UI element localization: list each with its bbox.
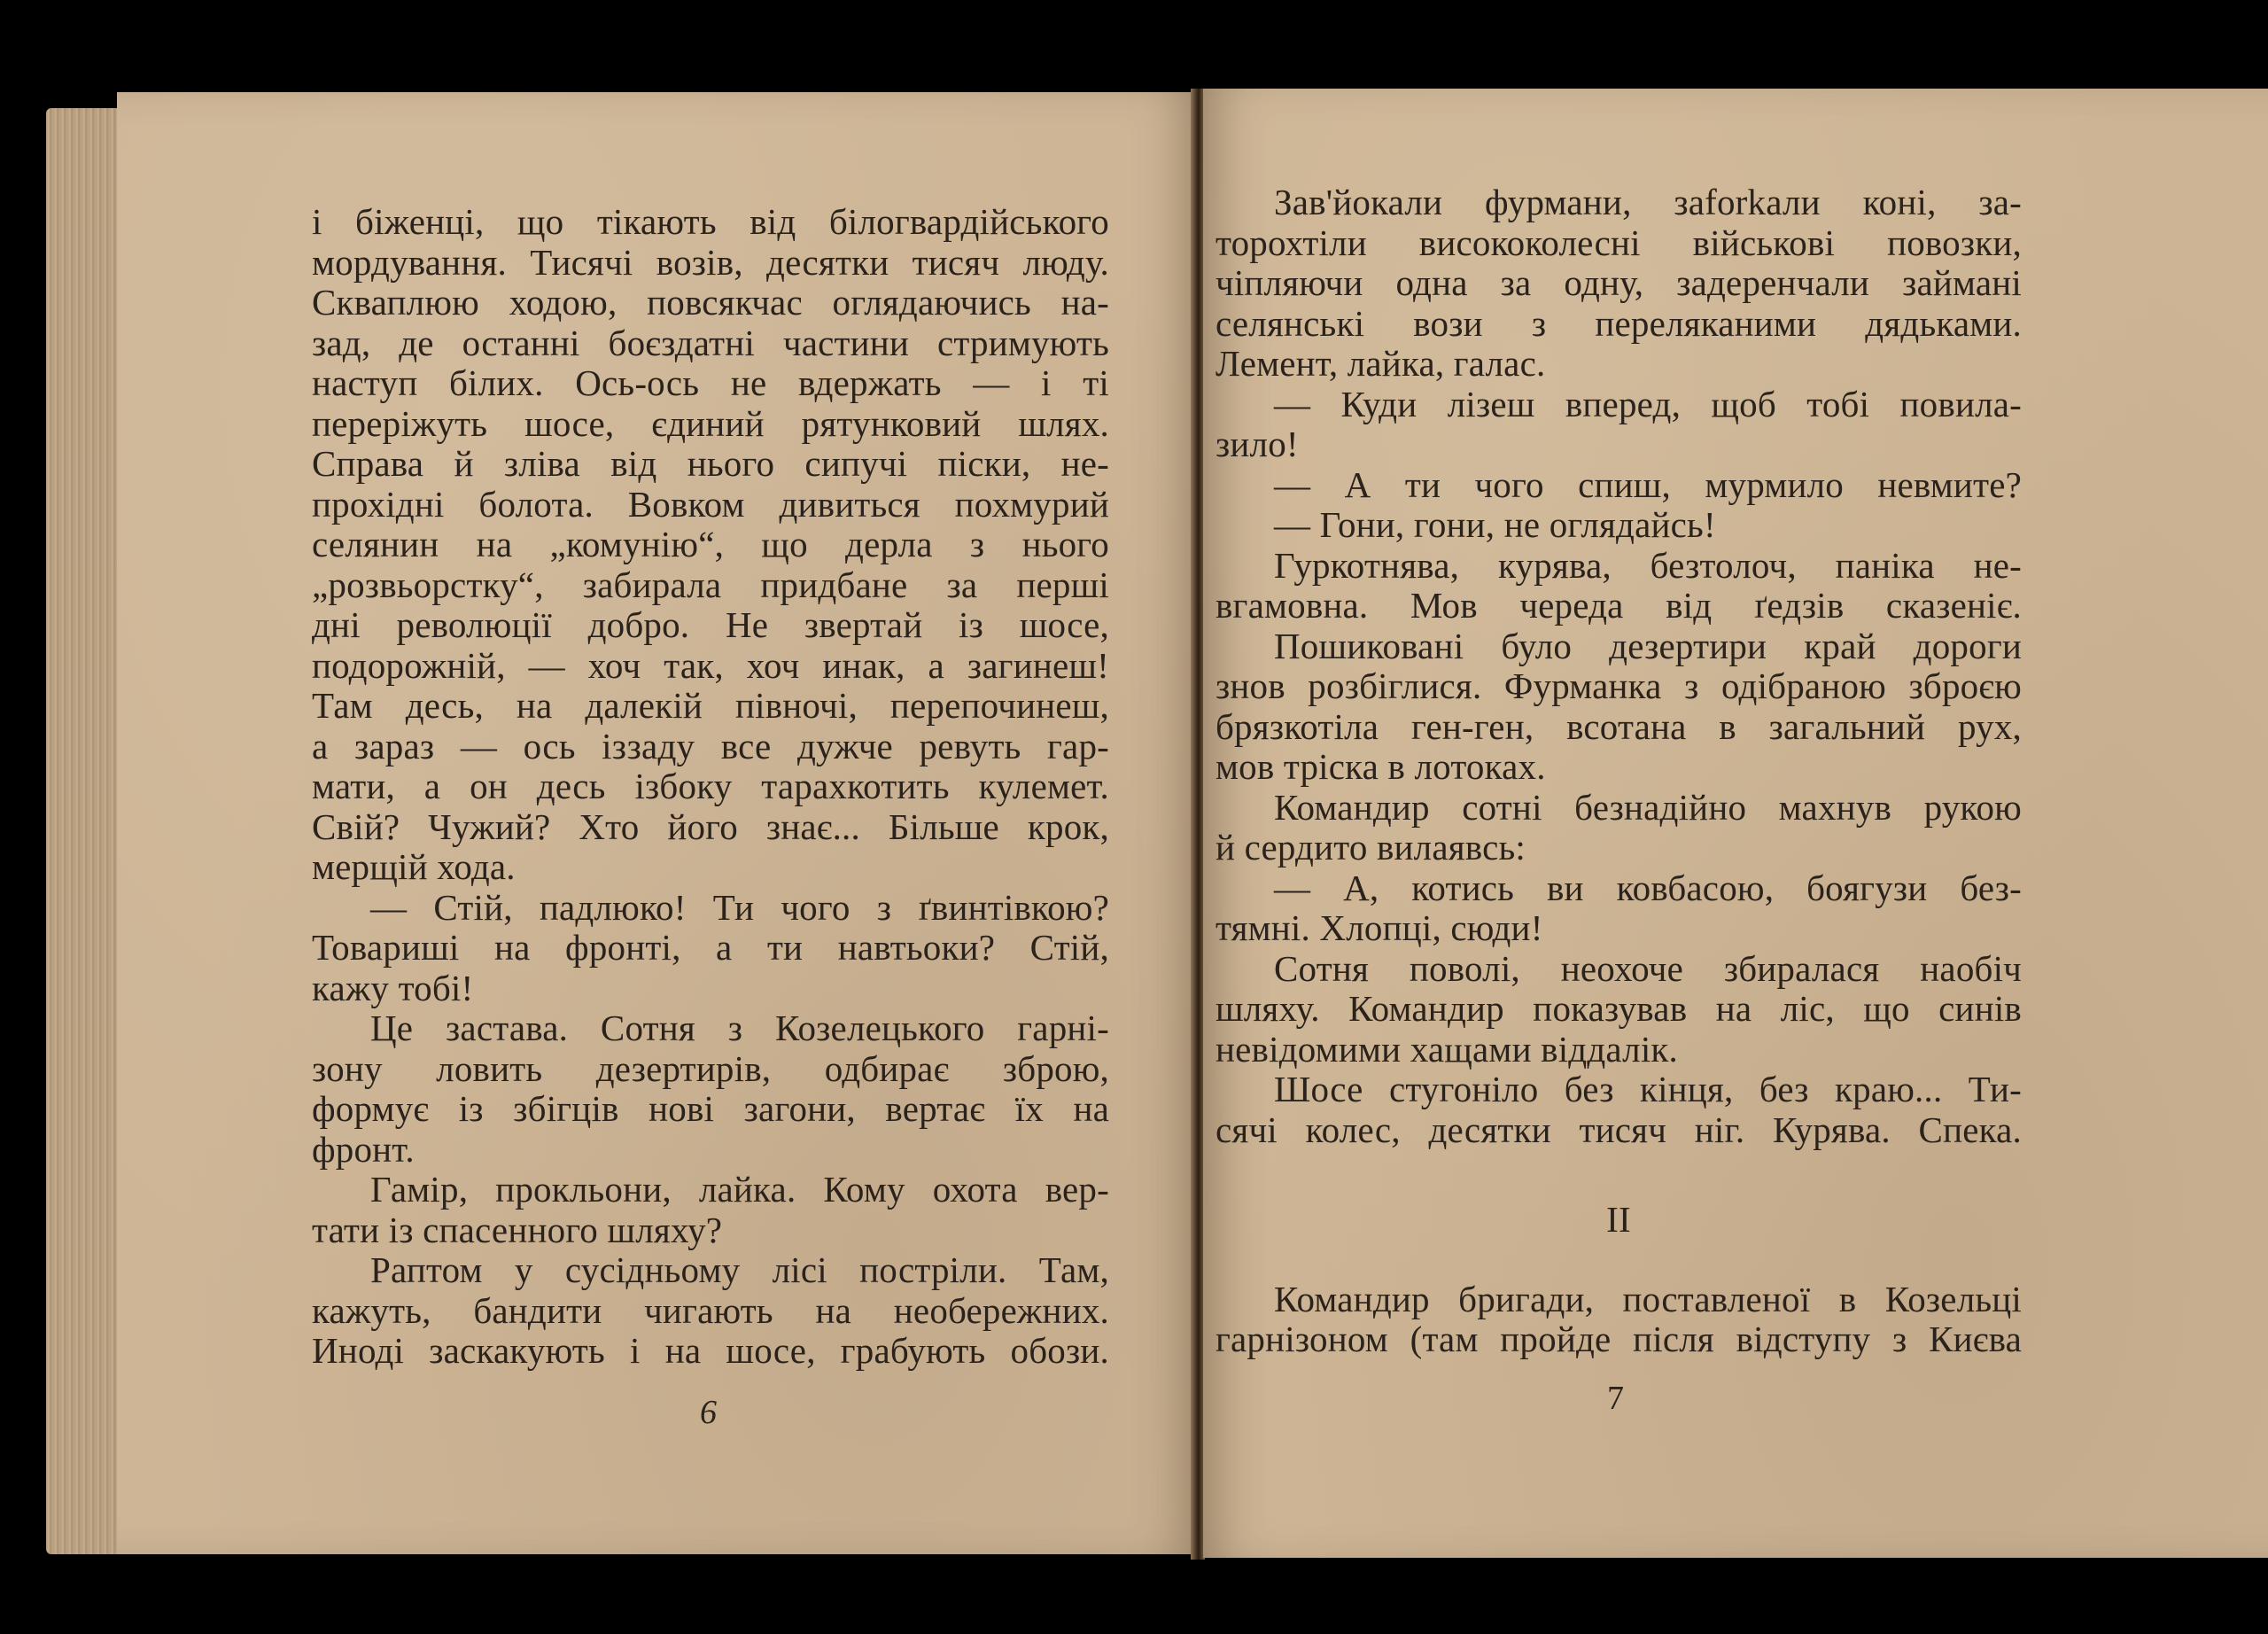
text-line: Справа й зліва від нього сипучі піски, не- — [312, 443, 1109, 484]
section-heading: II — [1606, 1199, 1631, 1240]
text-line: Командир бригади, поставленої в Козельці — [1274, 1278, 2022, 1319]
text-line: й сердито вилаявсь: — [1216, 827, 1526, 868]
text-line: Свій? Чужий? Хто його знає... Більше крок, — [312, 805, 1109, 847]
text-line: селянські вози з переляканими дядьками. — [1216, 302, 2022, 344]
text-line: мордування. Тисячі возів, десятки тисяч люду. — [312, 241, 1109, 283]
text-line: Командир сотні безнадійно махнув рукою — [1274, 786, 2022, 828]
text-line: прохідні болота. Вовком дивиться похмурий — [312, 483, 1109, 525]
text-line: Иноді заскакують і на шосе, грабують обози. — [312, 1330, 1109, 1371]
text-line: тати із спасенного шляху? — [312, 1209, 723, 1250]
text-line: подорожній, — хоч так, хоч инак, а загинеш! — [312, 644, 1109, 686]
text-line: Скваплюю ходою, повсякчас оглядаючись на- — [312, 282, 1109, 323]
text-line: знов розбіглися. Фурманка з одібраною зброєю — [1216, 665, 2022, 706]
page-number-right: 7 — [1607, 1380, 1624, 1417]
text-line: Це застава. Сотня з Козелецького гарні- — [370, 1008, 1109, 1048]
text-line: Гамір, прокльони, лайка. Кому охота вер- — [370, 1169, 1109, 1210]
text-line: чіпляючи одна за одну, задеренчали займані — [1216, 262, 2022, 303]
text-line: — Стій, падлюко! Ти чого з ґвинтівкою? — [370, 886, 1109, 928]
text-line: дні революції добро. Не звертай із шосе, — [312, 604, 1109, 645]
text-line: переріжуть шосе, єдиний рятунковий шлях. — [312, 402, 1109, 444]
text-line: Пошиковані було дезертири край дороги — [1274, 625, 2022, 666]
page-number-left: 6 — [700, 1394, 717, 1431]
text-line: торохтіли висококолесні військові повозки, — [1216, 222, 2022, 263]
text-line: Товариші на фронті, а ти навтьоки? Стій, — [312, 927, 1109, 968]
text-line: Шосе стугоніло без кінця, без краю... Ти- — [1274, 1069, 2022, 1109]
text-line: гарнізоном (там пройде після відступу з Києва — [1216, 1319, 2022, 1359]
text-line: шляху. Командир показував на ліс, що синів — [1216, 988, 2022, 1029]
text-line: наступ білих. Ось-ось не вдержать — і ті — [312, 362, 1109, 403]
text-line: кажу тобі! — [312, 967, 474, 1008]
text-line: селянин на „комунію“, що дерла з нього — [312, 524, 1109, 564]
text-line: брязкотіла ген-ген, всотана в загальний рух, — [1216, 705, 2022, 747]
left-page-text — [312, 202, 1109, 1372]
text-line: — А, котись ви ковбасою, боягузи без- — [1274, 867, 2022, 908]
text-line: „розвьорстку“, забирала придбане за перші — [312, 564, 1109, 605]
text-line: мерщій хода. — [312, 846, 516, 887]
text-line: Зав'йокали фурмани, заforkали коні, за- — [1274, 182, 2022, 222]
text-line: Там десь, на далекій півночі, перепочинеш, — [312, 685, 1109, 726]
text-line: вгамовна. Мов череда від ґедзів сказеніє. — [1216, 585, 2022, 626]
text-line: тямні. Хлопці, сюди! — [1216, 907, 1543, 948]
text-line: Раптом у сусідньому лісі постріли. Там, — [370, 1249, 1109, 1290]
text-line: — Куди лізеш вперед, щоб тобі повила- — [1274, 383, 2022, 424]
right-page-text — [1216, 183, 2022, 1360]
text-line: а зараз — ось іззаду все дужче ревуть гар- — [312, 725, 1109, 766]
text-line: мати, а он десь ізбоку тарахкотить кулемет. — [312, 766, 1109, 806]
text-line: кажуть, бандити чигають на необережних. — [312, 1289, 1109, 1331]
text-line: зило! — [1216, 424, 1299, 464]
text-line: мов тріска в лотоках. — [1216, 746, 1546, 787]
text-line: зону ловить дезертирів, одбирає зброю, — [312, 1047, 1109, 1089]
text-line: і біженці, що тікають від білогвардійського — [312, 201, 1109, 242]
page-edges — [46, 108, 126, 1554]
text-line: Лемент, лайка, галас. — [1216, 343, 1546, 384]
text-line: Гуркотнява, курява, безтолоч, паніка не- — [1274, 544, 2022, 586]
text-line: невідомими хащами віддалік. — [1216, 1028, 1679, 1070]
text-line: Сотня поволі, неохоче збиралася наобіч — [1274, 947, 2022, 989]
text-line: фронт. — [312, 1128, 415, 1170]
text-line: сячі колес, десятки тисяч ніг. Курява. Спека. — [1216, 1109, 2022, 1150]
text-line: — Гони, гони, не оглядайсь! — [1274, 504, 1716, 545]
text-line: зад, де останні боєздатні частини стримують — [312, 322, 1109, 363]
text-line: формує із збігців нові загони, вертає їх на — [312, 1088, 1109, 1129]
text-line: — А ти чого спиш, мурмило невмите? — [1274, 463, 2022, 505]
